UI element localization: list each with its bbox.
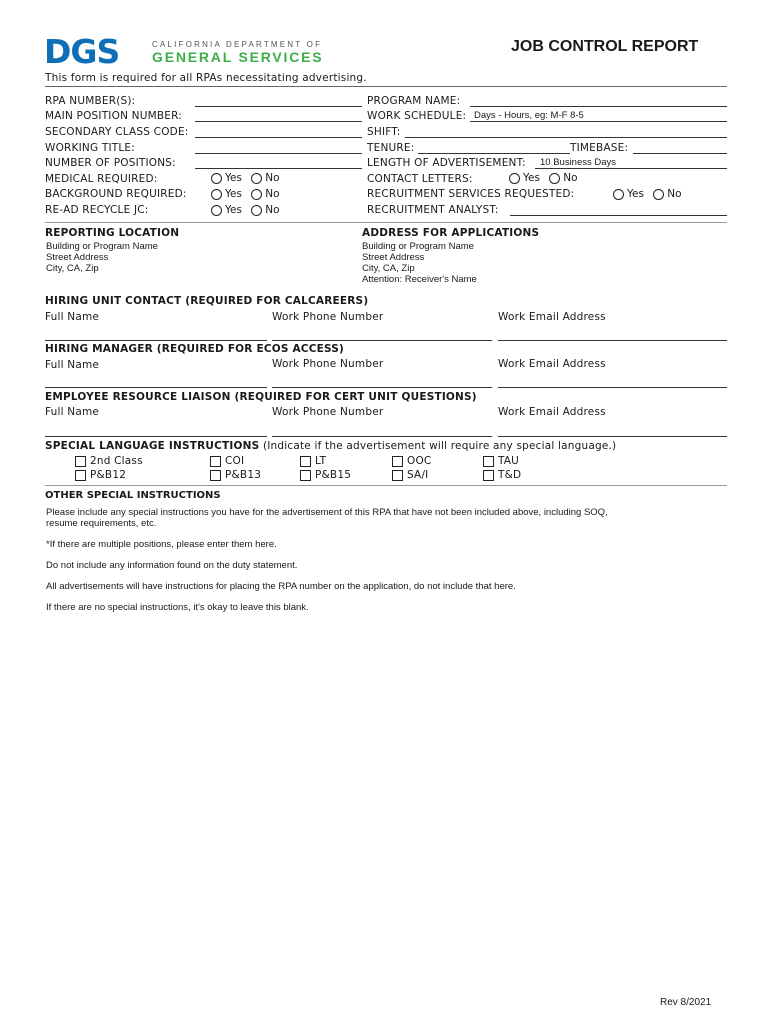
- checkbox-label: P&B12: [90, 469, 127, 481]
- contact-work-email: Work Email Address: [498, 311, 606, 323]
- length-ad-value: 10 Business Days: [540, 157, 617, 168]
- hiring-manager-name-field[interactable]: [45, 387, 267, 388]
- instructions-p3: Do not include any information found on the duty statement.: [46, 560, 298, 571]
- hiring-unit-name-field[interactable]: [45, 340, 267, 341]
- read-no-radio[interactable]: [251, 205, 262, 216]
- checkbox[interactable]: [75, 456, 86, 467]
- contact-work-phone: Work Phone Number: [272, 311, 384, 323]
- liaison-phone-field[interactable]: [272, 436, 492, 437]
- yes-label: Yes: [627, 188, 644, 200]
- contact-letters-radios: [509, 172, 584, 184]
- checkbox[interactable]: [75, 470, 86, 481]
- address-line-4: Attention: Receiver's Name: [362, 274, 477, 285]
- work-schedule-value: Days - Hours, eg: M-F 8-5: [474, 110, 584, 121]
- read-recycle-radios: [211, 204, 286, 216]
- reporting-location-line-1: Building or Program Name: [46, 241, 158, 252]
- lang-pb15[interactable]: [300, 469, 351, 481]
- contact-work-email: Work Email Address: [498, 406, 606, 418]
- hiring-manager-email-field[interactable]: [498, 387, 727, 388]
- lang-tau[interactable]: [483, 455, 519, 467]
- employee-resource-liaison-heading: EMPLOYEE RESOURCE LIAISON (REQUIRED FOR CERT UNIT QUESTIONS): [45, 391, 477, 403]
- yes-label: Yes: [225, 172, 242, 184]
- checkbox-label: T&D: [498, 469, 522, 481]
- medical-yes-radio[interactable]: [211, 173, 222, 184]
- recruitment-analyst-field[interactable]: [510, 215, 727, 216]
- secondary-class-field[interactable]: [195, 137, 362, 138]
- contact-letters-label: CONTACT LETTERS:: [367, 173, 473, 185]
- tenure-label: TENURE:: [367, 142, 415, 154]
- rpa-number-field[interactable]: [195, 106, 362, 107]
- program-name-field[interactable]: [470, 106, 727, 107]
- section-rule: [45, 485, 727, 486]
- checkbox-label: 2nd Class: [90, 455, 143, 467]
- hiring-unit-phone-field[interactable]: [272, 340, 492, 341]
- checkbox[interactable]: [210, 456, 221, 467]
- yes-label: Yes: [523, 172, 540, 184]
- address-line-2: Street Address: [362, 252, 425, 263]
- shift-label: SHIFT:: [367, 126, 401, 138]
- instructions-p4: All advertisements will have instructions for placing the RPA number on the application, do not include that here.: [46, 581, 516, 592]
- hiring-manager-heading: HIRING MANAGER (REQUIRED FOR ECOS ACCESS): [45, 343, 345, 355]
- work-schedule-label: WORK SCHEDULE:: [367, 110, 467, 122]
- contact-letters-yes-radio[interactable]: [509, 173, 520, 184]
- contact-work-phone: Work Phone Number: [272, 406, 384, 418]
- length-ad-field[interactable]: [535, 168, 727, 169]
- recruitment-no-radio[interactable]: [653, 189, 664, 200]
- lang-td[interactable]: [483, 469, 521, 481]
- logo-line1: CALIFORNIA DEPARTMENT OF: [152, 40, 323, 49]
- hiring-unit-contact-heading: HIRING UNIT CONTACT (REQUIRED FOR CALCAREERS): [45, 295, 369, 307]
- reporting-location-heading: REPORTING LOCATION: [45, 227, 180, 239]
- no-label: No: [265, 188, 280, 200]
- no-label: No: [265, 204, 280, 216]
- no-label: No: [265, 172, 280, 184]
- checkbox-label: P&B15: [315, 469, 352, 481]
- instructions-p5: If there are no special instructions, it's okay to leave this blank.: [46, 602, 309, 613]
- checkbox-label: LT: [315, 455, 327, 467]
- reporting-location-line-2: Street Address: [46, 252, 109, 263]
- lang-coi[interactable]: [210, 455, 244, 467]
- lang-2nd-class[interactable]: [75, 455, 143, 467]
- lang-ooc[interactable]: [392, 455, 431, 467]
- read-yes-radio[interactable]: [211, 205, 222, 216]
- shift-field[interactable]: [405, 137, 727, 138]
- logo-mark: DGS: [44, 32, 120, 71]
- medical-no-radio[interactable]: [251, 173, 262, 184]
- length-ad-label: LENGTH OF ADVERTISEMENT:: [367, 157, 526, 169]
- number-positions-label: NUMBER OF POSITIONS:: [45, 157, 176, 169]
- yes-label: Yes: [225, 204, 242, 216]
- work-schedule-field[interactable]: [470, 121, 727, 122]
- special-language-note: (Indicate if the advertisement will require any special language.): [262, 440, 617, 452]
- logo-line2: GENERAL SERVICES: [152, 49, 324, 65]
- recruitment-services-radios: [613, 188, 688, 200]
- reporting-location-line-3: City, CA, Zip: [46, 263, 99, 274]
- lang-lt[interactable]: [300, 455, 326, 467]
- checkbox-label: SA/I: [407, 469, 429, 481]
- hiring-manager-phone-field[interactable]: [272, 387, 492, 388]
- read-recycle-label: RE-AD RECYCLE JC:: [45, 204, 149, 216]
- revision-label: Rev 8/2021: [660, 997, 712, 1008]
- contact-full-name: Full Name: [45, 311, 100, 323]
- rpa-number-label: RPA NUMBER(S):: [45, 95, 136, 107]
- checkbox-label: COI: [225, 455, 245, 467]
- yes-label: Yes: [225, 188, 242, 200]
- liaison-email-field[interactable]: [498, 436, 727, 437]
- contact-letters-no-radio[interactable]: [549, 173, 560, 184]
- recruitment-services-label: RECRUITMENT SERVICES REQUESTED:: [367, 188, 575, 200]
- address-applications-heading: ADDRESS FOR APPLICATIONS: [362, 227, 540, 239]
- tenure-field[interactable]: [418, 153, 570, 154]
- checkbox-label: OOC: [407, 455, 432, 467]
- checkbox[interactable]: [300, 456, 311, 467]
- checkbox[interactable]: [483, 456, 494, 467]
- background-required-label: BACKGROUND REQUIRED:: [45, 188, 187, 200]
- address-line-3: City, CA, Zip: [362, 263, 415, 274]
- liaison-name-field[interactable]: [45, 436, 267, 437]
- checkbox-label: P&B13: [225, 469, 262, 481]
- background-required-radios: [211, 188, 286, 200]
- other-instructions-heading: OTHER SPECIAL INSTRUCTIONS: [45, 490, 221, 501]
- dgs-logo: [44, 32, 344, 71]
- page-title: JOB CONTROL REPORT: [511, 38, 699, 55]
- working-title-field[interactable]: [195, 153, 362, 154]
- address-line-1: Building or Program Name: [362, 241, 474, 252]
- section-rule: [45, 222, 727, 223]
- secondary-class-label: SECONDARY CLASS CODE:: [45, 126, 189, 138]
- number-positions-field[interactable]: [195, 168, 362, 169]
- timebase-field[interactable]: [633, 153, 727, 154]
- timebase-label: TIMEBASE:: [570, 142, 629, 154]
- checkbox[interactable]: [300, 470, 311, 481]
- no-label: No: [667, 188, 682, 200]
- medical-required-label: MEDICAL REQUIRED:: [45, 173, 158, 185]
- working-title-label: WORKING TITLE:: [45, 142, 135, 154]
- instructions-p2: *If there are multiple positions, please enter them here.: [46, 539, 277, 550]
- lang-pb12[interactable]: [75, 469, 126, 481]
- checkbox[interactable]: [392, 456, 403, 467]
- medical-required-radios: [211, 172, 286, 184]
- contact-full-name: Full Name: [45, 359, 100, 371]
- intro-rule: [45, 86, 727, 87]
- lang-sai[interactable]: [392, 469, 428, 481]
- contact-work-phone: Work Phone Number: [272, 358, 384, 370]
- main-position-label: MAIN POSITION NUMBER:: [45, 110, 183, 122]
- checkbox[interactable]: [483, 470, 494, 481]
- no-label: No: [563, 172, 578, 184]
- program-name-label: PROGRAM NAME:: [367, 95, 461, 107]
- recruitment-yes-radio[interactable]: [613, 189, 624, 200]
- special-language-title: SPECIAL LANGUAGE INSTRUCTIONS: [45, 440, 260, 452]
- recruitment-analyst-label: RECRUITMENT ANALYST:: [367, 204, 499, 216]
- instructions-p1b: resume requirements, etc.: [46, 518, 157, 529]
- contact-full-name: Full Name: [45, 406, 100, 418]
- checkbox[interactable]: [210, 470, 221, 481]
- lang-pb13[interactable]: [210, 469, 261, 481]
- instructions-p1a: Please include any special instructions you have for the advertisement of this RPA that have not been included above, including SOQ,: [46, 507, 608, 518]
- main-position-field[interactable]: [195, 121, 362, 122]
- hiring-unit-email-field[interactable]: [498, 340, 727, 341]
- special-language-heading: [45, 440, 616, 452]
- background-no-radio[interactable]: [251, 189, 262, 200]
- checkbox-label: TAU: [498, 455, 520, 467]
- background-yes-radio[interactable]: [211, 189, 222, 200]
- checkbox[interactable]: [392, 470, 403, 481]
- intro-text: This form is required for all RPAs necessitating advertising.: [45, 72, 367, 84]
- contact-work-email: Work Email Address: [498, 358, 606, 370]
